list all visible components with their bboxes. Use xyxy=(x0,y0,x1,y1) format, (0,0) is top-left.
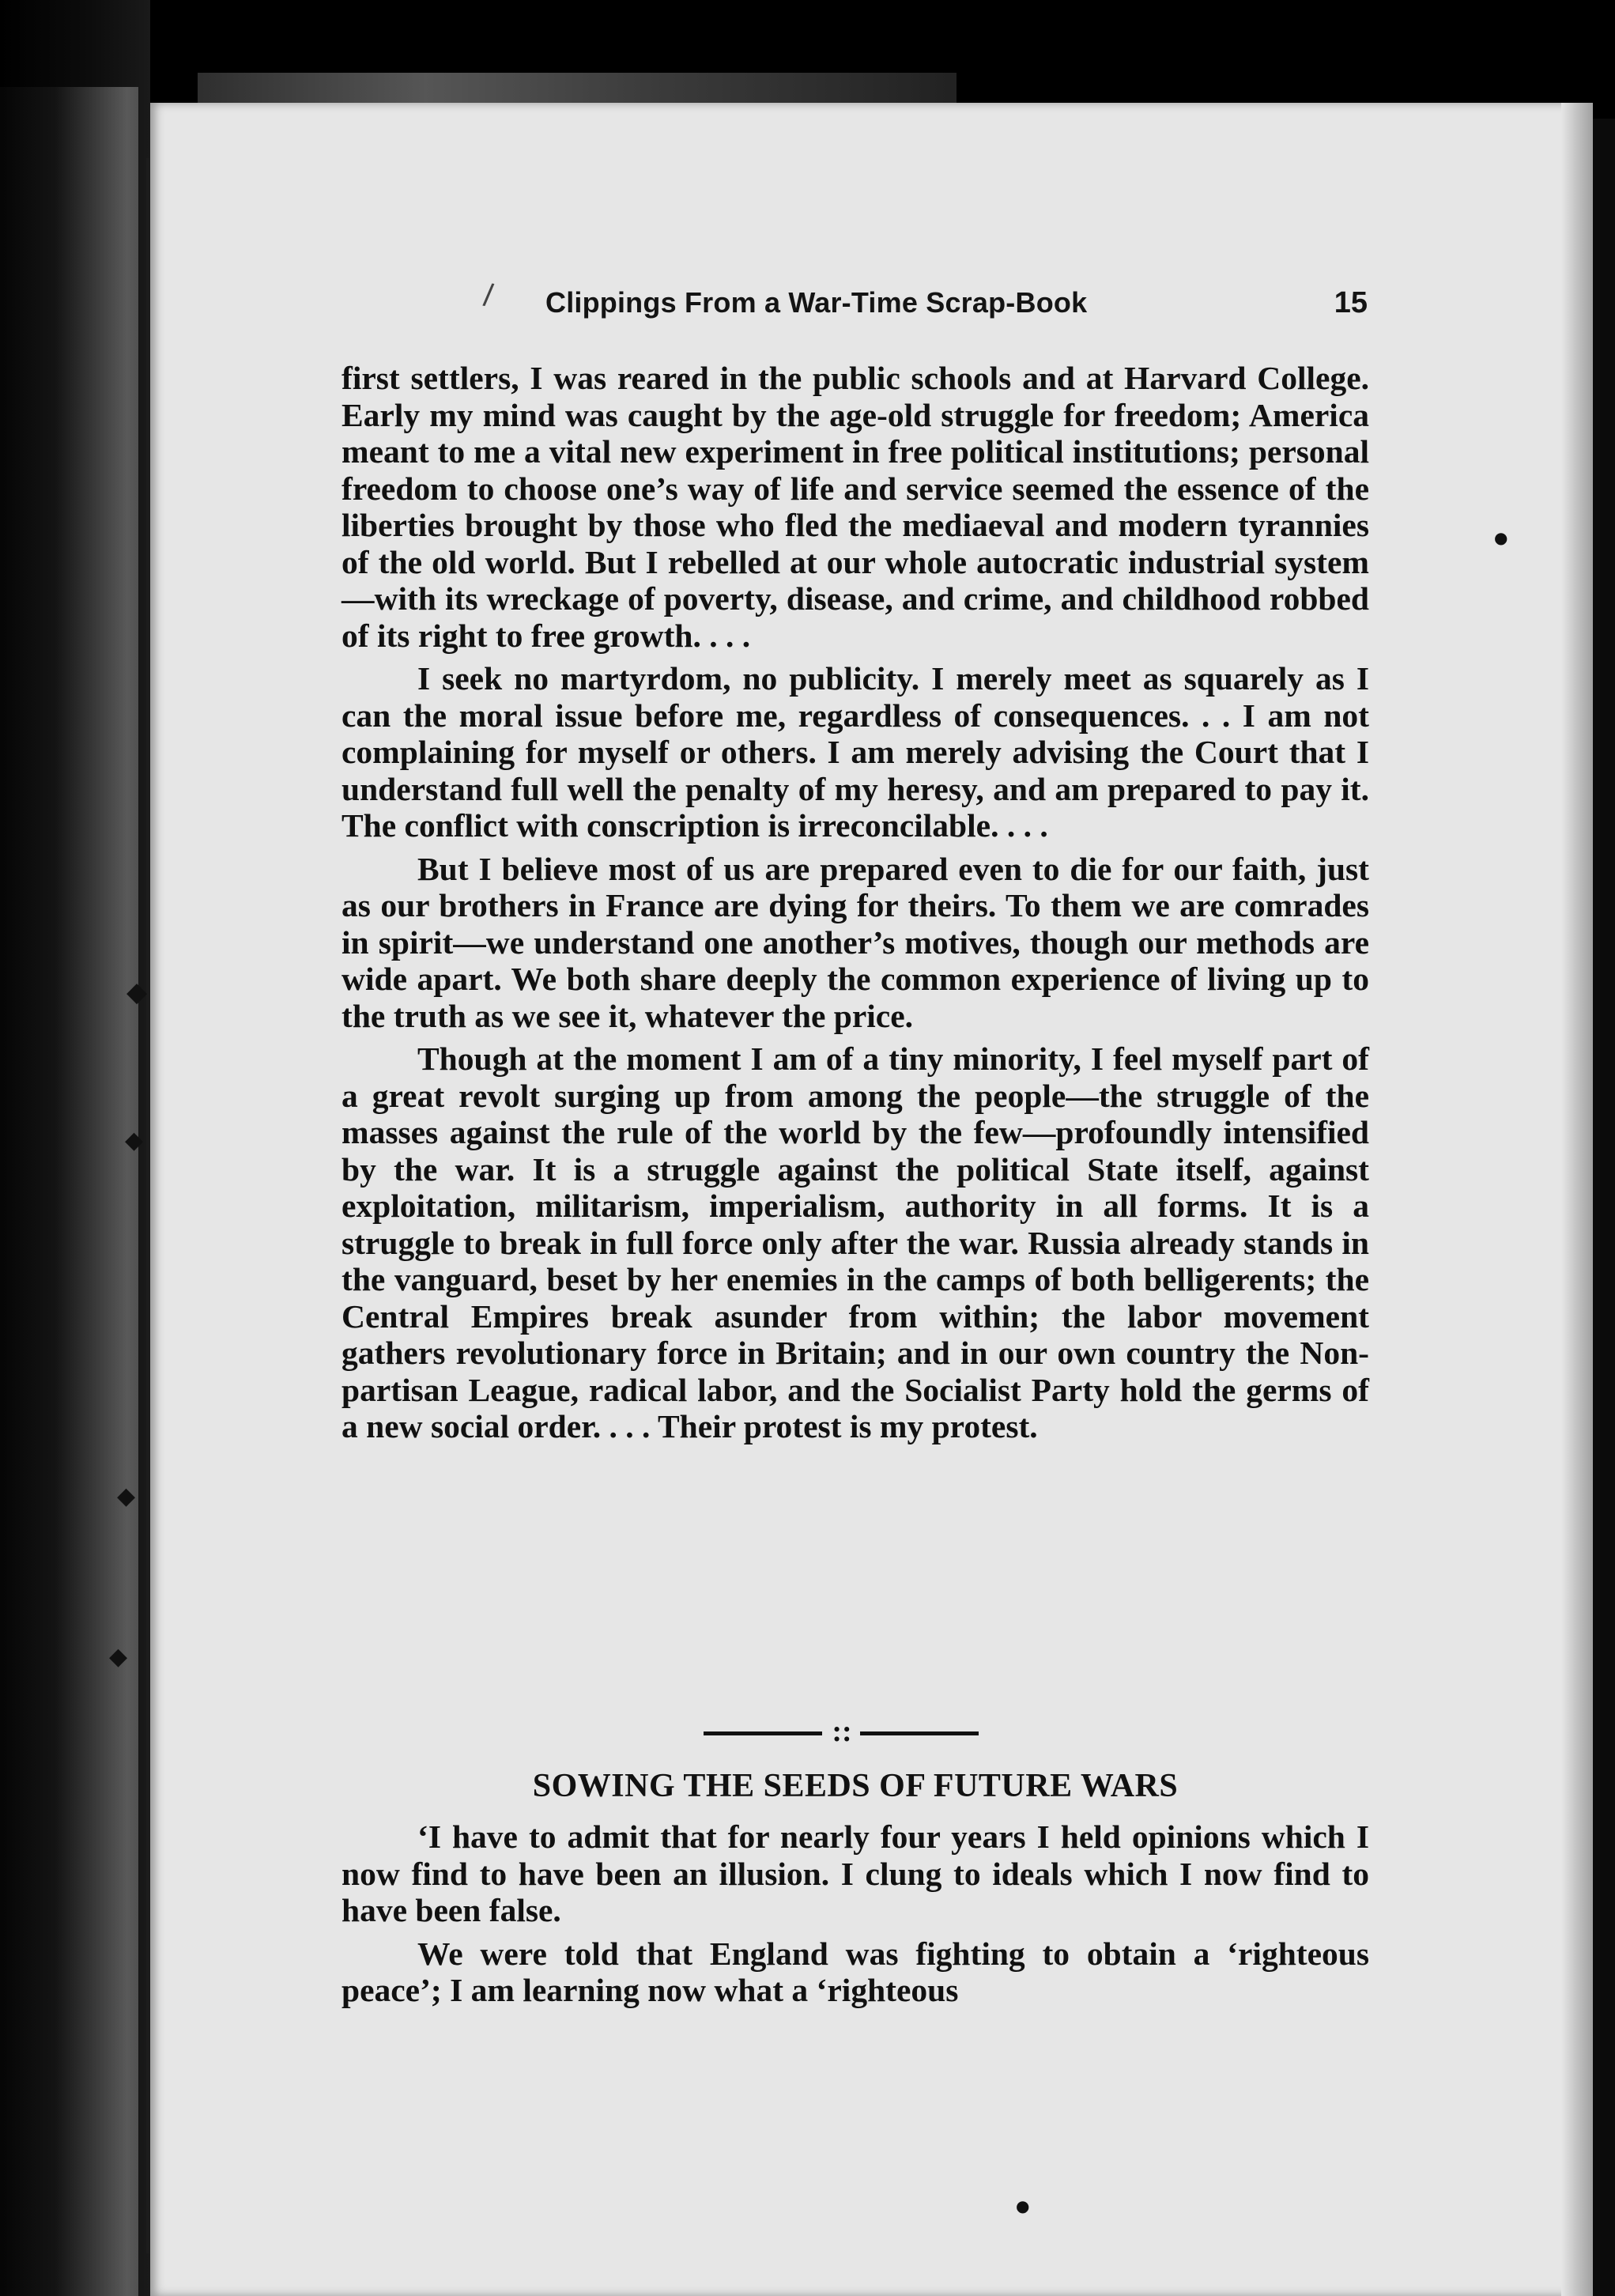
binding-shadow xyxy=(146,158,149,2253)
divider-rule xyxy=(860,1731,979,1735)
running-title: Clippings From a War-Time Scrap-Book xyxy=(545,286,1088,319)
page-number: 15 xyxy=(1334,286,1368,319)
body-text xyxy=(341,360,1369,1445)
divider-rule xyxy=(704,1731,822,1735)
paragraph: ‘I have to admit that for nearly four years I held opinions which I now find to have been an illusion. I clung to ideals which I now find to have been false. xyxy=(341,1818,1369,1928)
paragraph: first settlers, I was reared in the public schools and at Harvard College. Early my mind was caught by the age-old struggle for freedom; America meant to me a vital new experiment in free political institutions; personal freedom to choose one’s way of life and service seemed the essence of the liberties brought by those who fled the mediaeval and modern tyrannies of the old world. But I rebelled at our whole autocratic industrial system—with its wreckage of poverty, disease, and crime, and childhood robbed of its right to free growth. . . . xyxy=(341,360,1369,654)
section-divider xyxy=(704,1714,980,1746)
paragraph: Though at the moment I am of a tiny minority, I feel myself part of a great revolt surging up from among the people—the struggle of the masses against the rule of the world by the few—profoundly intensified by the war. It is a struggle against the political State itself, against exploitation, militarism, imperialism, authority in all forms. It is a struggle to break in full force only after the war. Russia already stands in the vanguard, beset by her enemies in the camps of both belligerents; the Central Empires break asunder from within; the labor movement gathers revolutionary force in Britain; and in our own country the Non-partisan League, radical labor, and the Socialist Party hold the germs of a new social order. . . . Their protest is my protest. xyxy=(341,1040,1369,1444)
paragraph: But I believe most of us are prepared even to die for our faith, just as our brothers in France are dying for theirs. To them we are comrades in spirit—we understand one another’s motives, though our methods are wide apart. We both share deeply the common experience of living up to the truth as we see it, whatever the price. xyxy=(341,850,1369,1034)
pencil-stroke: / xyxy=(481,278,496,314)
margin-arrow-mark: ◆ xyxy=(117,1482,136,1510)
paragraph: I seek no martyrdom, no publicity. I merely meet as squarely as I can the moral issue before me, regardless of consequences. . . I am not complaining for myself or others. I am merely advising the Court that I understand full well the penalty of my heresy, and am prepared to pay it. The conflict with conscription is irreconcilable. . . . xyxy=(341,660,1369,844)
running-header xyxy=(545,286,1368,334)
margin-arrow-mark: ◆ xyxy=(125,1127,144,1154)
section-body-text xyxy=(341,1818,1369,2009)
speck-mark: ● xyxy=(1494,528,1508,547)
section-heading: SOWING THE SEEDS OF FUTURE WARS xyxy=(532,1768,1179,1804)
speck-mark: ● xyxy=(1016,2196,1030,2215)
divider-ornament: :: xyxy=(832,1715,852,1748)
margin-arrow-mark: ◆ xyxy=(109,1643,128,1671)
facing-page-edge xyxy=(0,87,138,2296)
page-right-edge xyxy=(1561,103,1593,2296)
paragraph: We were told that England was fighting to obtain a ‘righteous peace’; I am learning now what a ‘righteous xyxy=(341,1935,1369,2008)
margin-arrow-mark: ◆ xyxy=(126,976,148,1008)
